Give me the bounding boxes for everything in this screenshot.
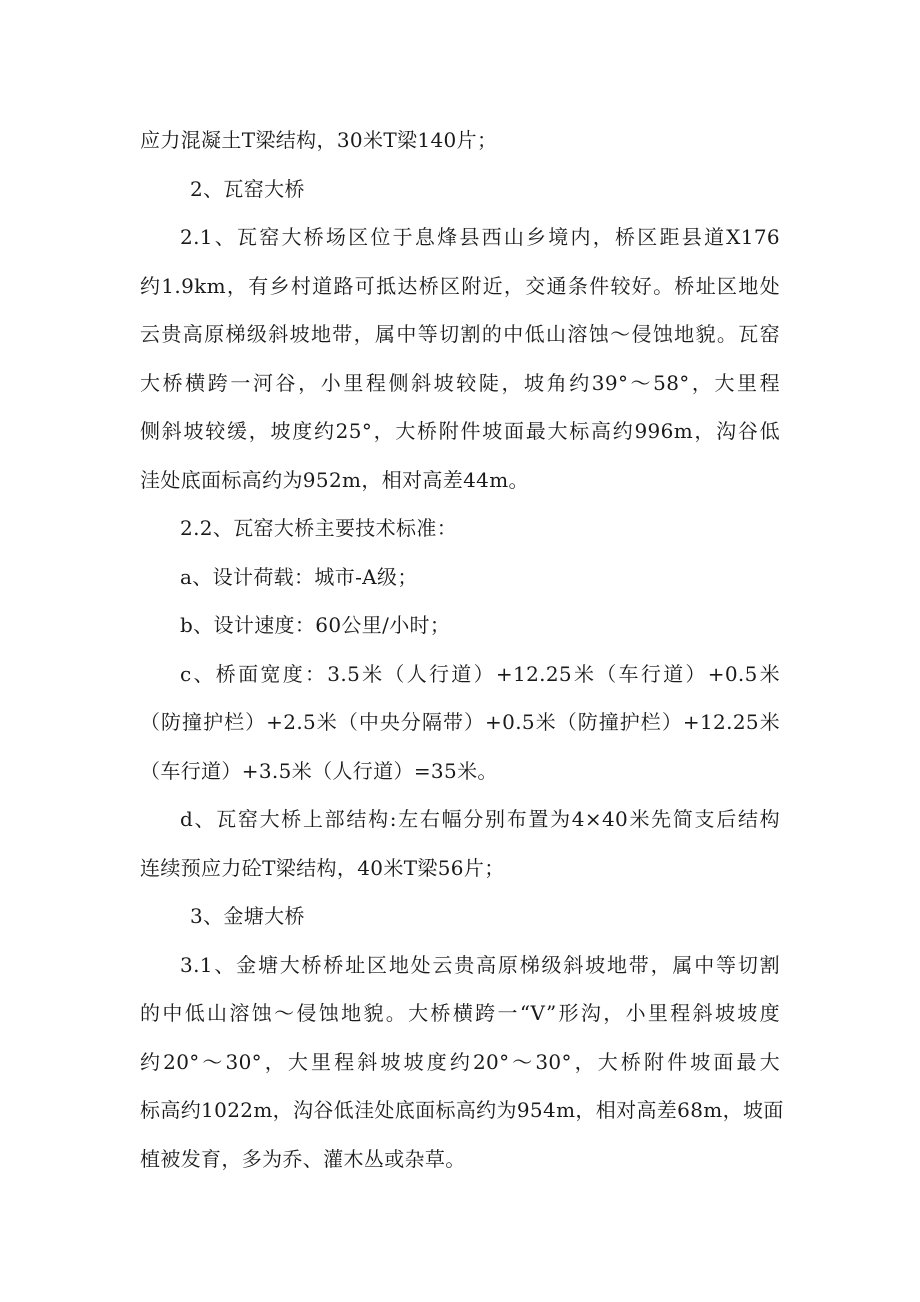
paragraph-line: 连续预应力砼T梁结构，40米T梁56片； (140, 855, 505, 880)
list-item: d、瓦窑大桥上部结构:左右幅分别布置为4×40米先简支后结构 (180, 807, 780, 831)
paragraph-line: 植被发育，多为乔、灌木丛或杂草。 (140, 1146, 466, 1171)
paragraph-line: 约20°～30°，大里程斜坡坡度约20°～30°，大桥附件坡面最大 (140, 1049, 780, 1074)
paragraph-line: （车行道）+3.5米（人行道）=35米。 (140, 758, 498, 783)
paragraph-line: 侧斜坡较缓，坡度约25°，大桥附件坡面最大标高约996m，沟谷低 (140, 419, 780, 443)
subsection-heading: 2.2、瓦窑大桥主要技术标准： (180, 516, 458, 540)
list-item: b、设计速度：60公里/小时； (180, 613, 451, 637)
paragraph-line: 的中低山溶蚀～侵蚀地貌。大桥横跨一“V”形沟，小里程斜坡坡度 (140, 1001, 780, 1025)
paragraph-line: 洼处底面标高约为952m，相对高差44m。 (140, 467, 529, 492)
paragraph-line: 标高约1022m，沟谷低洼处底面标高约为954m，相对高差68m，坡面 (140, 1098, 784, 1122)
document-page (140, 116, 784, 1183)
paragraph-line: 3.1、金塘大桥桥址区地处云贵高原梯级斜坡地带，属中等切割 (180, 952, 780, 977)
paragraph-line: 约1.9km，有乡村道路可抵达桥区附近，交通条件较好。桥址区地处 (140, 273, 780, 298)
paragraph-line: 大桥横跨一河谷，小里程侧斜坡较陡，坡角约39°～58°，大里程 (140, 370, 780, 395)
paragraph-line: 应力混凝土T梁结构，30米T梁140片； (140, 128, 498, 152)
paragraph-line: 云贵高原梯级斜坡地带，属中等切割的中低山溶蚀～侵蚀地貌。瓦窑 (140, 322, 780, 346)
paragraph-line: 2.1、瓦窑大桥场区位于息烽县西山乡境内，桥区距县道X176 (180, 225, 780, 249)
section-heading: 3、金塘大桥 (190, 904, 305, 928)
paragraph-line: （防撞护栏）+2.5米（中央分隔带）+0.5米（防撞护栏）+12.25米 (140, 710, 780, 734)
list-item: a、设计荷载：城市-A级； (180, 564, 418, 589)
list-item: c、桥面宽度：3.5米（人行道）+12.25米（车行道）+0.5米 (180, 661, 780, 686)
section-heading: 2、瓦窑大桥 (190, 176, 305, 201)
